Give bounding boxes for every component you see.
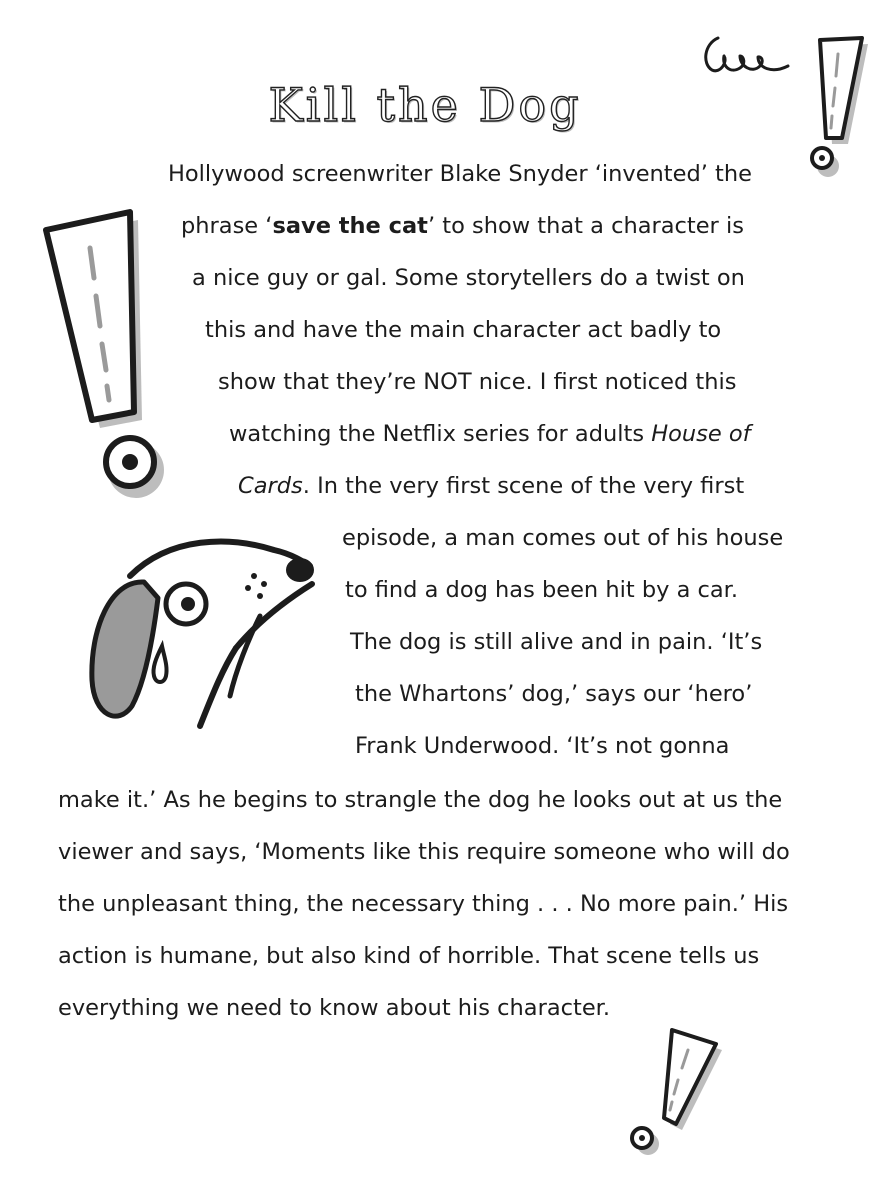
text-line: viewer and says, ‘Moments like this require someone who will do <box>58 839 790 865</box>
text-line: this and have the main character act badly to <box>205 317 722 343</box>
text-line: show that they’re NOT nice. I first noticed this <box>218 369 737 395</box>
text-line: make it.’ As he begins to strangle the dog he looks out at us the <box>58 787 783 813</box>
show-title: House of <box>651 421 751 447</box>
exclamation-icon <box>38 200 178 510</box>
text-line: episode, a man comes out of his house <box>342 525 784 551</box>
exclamation-icon <box>618 1022 728 1162</box>
text-line: Frank Underwood. ‘It’s not gonna <box>355 733 730 759</box>
text-line: action is humane, but also kind of horrible. That scene tells us <box>58 943 760 969</box>
text-line: phrase ‘save the cat’ to show that a character is <box>181 213 744 239</box>
exclamation-icon <box>792 30 874 180</box>
text-line: a nice guy or gal. Some storytellers do a twist on <box>192 265 745 291</box>
show-title: Cards <box>238 473 303 499</box>
squiggle-icon <box>700 26 795 86</box>
page-title: Kill the Dog <box>268 78 582 132</box>
text-line: Cards. In the very first scene of the very first <box>238 473 745 499</box>
text-line: the unpleasant thing, the necessary thing . . . No more pain.’ His <box>58 891 789 917</box>
text-line: the Whartons’ dog,’ says our ‘hero’ <box>355 681 753 707</box>
text-line: to find a dog has been hit by a car. <box>345 577 739 603</box>
text-line: Hollywood screenwriter Blake Snyder ‘invented’ the <box>168 161 752 187</box>
text-line: everything we need to know about his character. <box>58 995 611 1021</box>
dog-illustration <box>60 520 330 740</box>
emphasis-save-the-cat: save the cat <box>272 213 428 239</box>
text-line: watching the Netflix series for adults House of <box>229 421 751 447</box>
text-line: The dog is still alive and in pain. ‘It’s <box>350 629 763 655</box>
